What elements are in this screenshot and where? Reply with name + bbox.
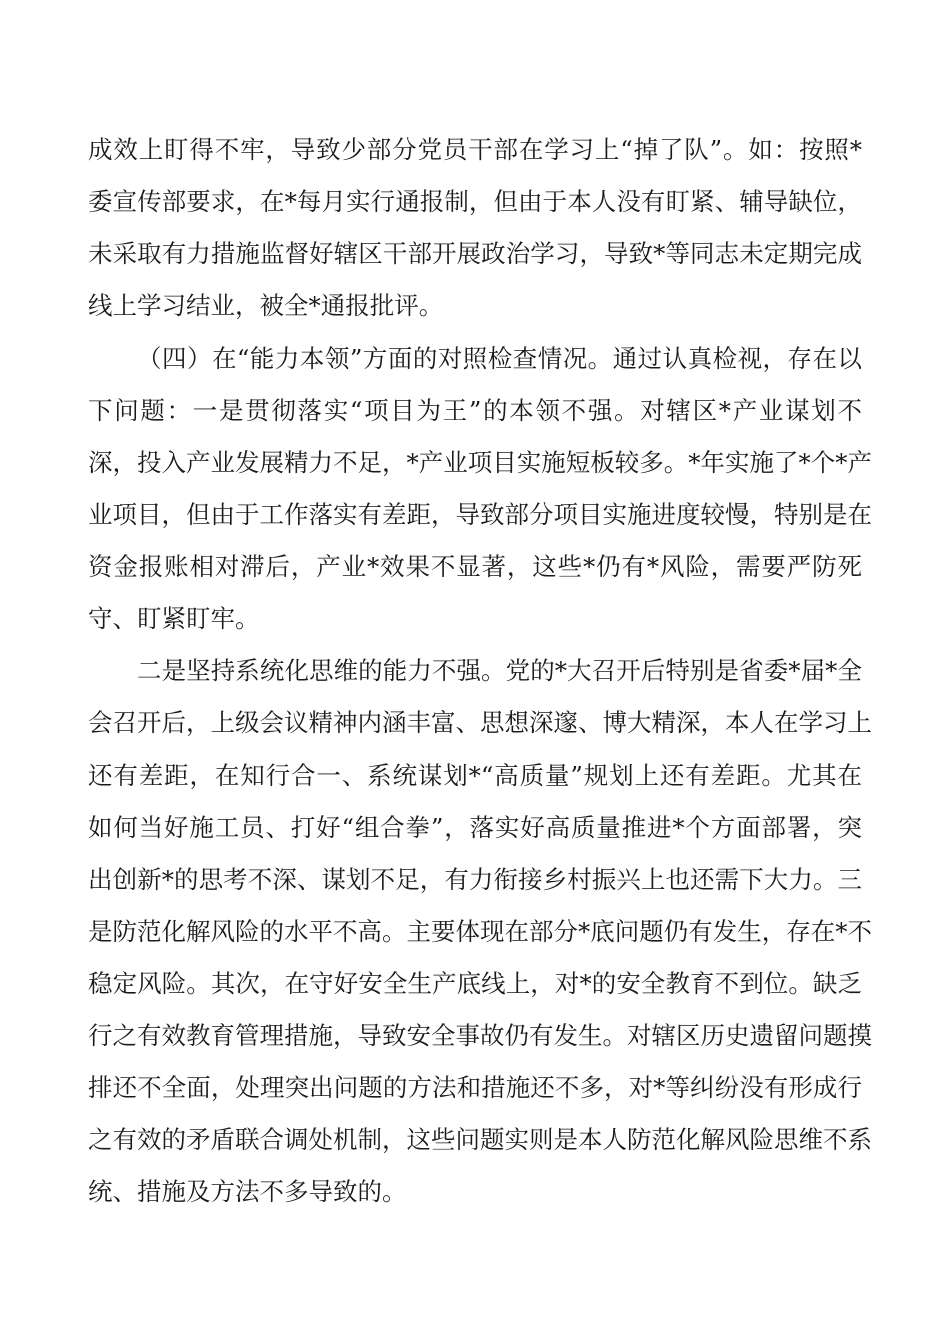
text-line: 线上学习结业，被全*通报批评。 xyxy=(88,291,444,320)
text-line: 行之有效教育管理措施，导致安全事故仍有发生。对辖区历史遗留问题摸 xyxy=(88,1021,872,1050)
text-line: 未采取有力措施监督好辖区干部开展政治学习，导致*等同志未定期完成 xyxy=(88,239,862,268)
text-line: 委宣传部要求，在*每月实行通报制，但由于本人没有盯紧、辅导缺位， xyxy=(88,187,862,216)
paragraph-start-line: 二是坚持系统化思维的能力不强。党的*大召开后特别是省委*届*全 xyxy=(137,656,862,685)
text-line: 如何当好施工员、打好“组合拳”，落实好高质量推进*个方面部署，突 xyxy=(88,813,862,842)
text-line: 稳定风险。其次，在守好安全生产底线上，对*的安全教育不到位。缺乏 xyxy=(88,969,862,998)
text-line: 会召开后，上级会议精神内涵丰富、思想深邃、博大精深，本人在学习上 xyxy=(88,708,872,737)
text-line: 成效上盯得不牢，导致少部分党员干部在学习上“掉了队”。如：按照* xyxy=(88,135,862,164)
text-line: 出创新*的思考不深、谋划不足，有力衔接乡村振兴上也还需下大力。三 xyxy=(88,865,862,894)
text-line: 守、盯紧盯牢。 xyxy=(88,604,260,633)
text-line: 还有差距，在知行合一、系统谋划*“高质量”规划上还有差距。尤其在 xyxy=(88,761,862,790)
text-line: 资金报账相对滞后，产业*效果不显著，这些*仍有*风险，需要严防死 xyxy=(88,552,862,581)
text-line: 下问题：一是贯彻落实“项目为王”的本领不强。对辖区*产业谋划不 xyxy=(88,396,862,425)
text-line: 是防范化解风险的水平不高。主要体现在部分*底问题仍有发生，存在*不 xyxy=(88,917,872,946)
text-line: 之有效的矛盾联合调处机制，这些问题实则是本人防范化解风险思维不系 xyxy=(88,1125,872,1154)
text-line: 统、措施及方法不多导致的。 xyxy=(88,1177,407,1206)
text-line: 深，投入产业发展精力不足，*产业项目实施短板较多。*年实施了*个*产 xyxy=(88,448,872,477)
text-line: 业项目，但由于工作落实有差距，导致部分项目实施进度较慢，特别是在 xyxy=(88,500,872,529)
section-heading-line: （四）在“能力本领”方面的对照检查情况。通过认真检视，存在以 xyxy=(137,344,862,373)
text-line: 排还不全面，处理突出问题的方法和措施还不多，对*等纠纷没有形成行 xyxy=(88,1073,862,1102)
